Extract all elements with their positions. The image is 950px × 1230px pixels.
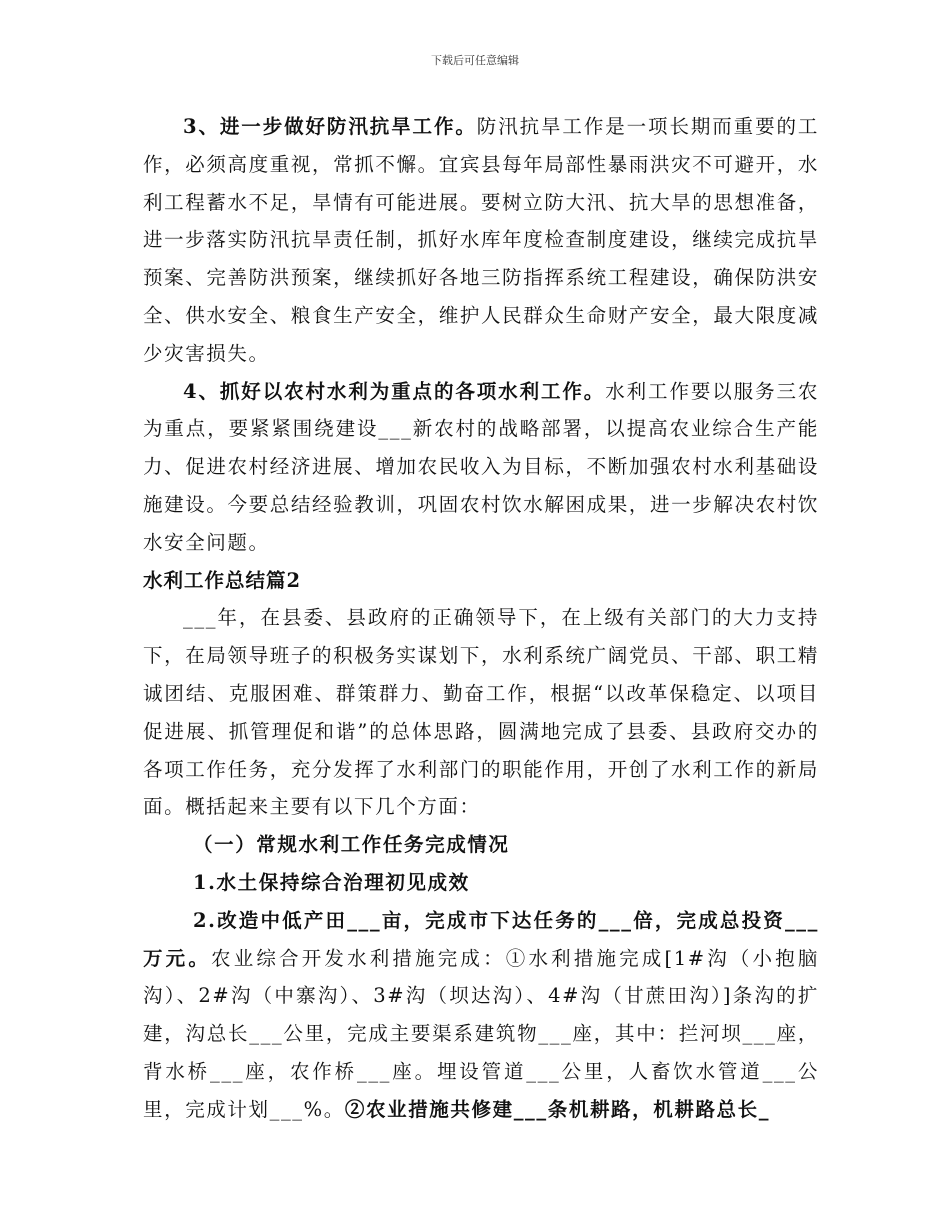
paragraph-lead: 2.改造中低产田___亩，完成市下达任务的___倍，完成总投资___万元。 xyxy=(143,908,819,970)
paragraph-text: 农业综合开发水利措施完成：①水利措施完成[1#沟（小抱脑沟）、2#沟（中寨沟）、3#沟（坝达沟）、4#沟（甘蔗田沟）]条沟的扩建，沟总长___公里，完成主要渠系建筑物___座，其中：拦河坝___座，背水桥___座，农作桥___座。埋设管道___公里，人畜饮水管道___公里，完成计划___%。 xyxy=(143,946,819,1121)
document-body xyxy=(143,108,819,1129)
page-header: 下载后可任意编辑 xyxy=(431,54,519,67)
paragraph-text: 水利工作要以服务三农为重点，要紧紧围绕建设___新农村的战略部署，以提高农业综合生产能力、促进农村经济进展、增加农民收入为目标，不断加强农村水利基础设施建设。今要总结经验教训，巩固农村饮水解困成果，进一步解决农村饮水安全问题。 xyxy=(143,379,819,554)
paragraph-lead: 4、抓好以农村水利为重点的各项水利工作。 xyxy=(183,379,606,403)
heading-regular-work: （一）常规水利工作任务完成情况 xyxy=(193,833,510,857)
paragraph-farmland-improvement xyxy=(143,902,819,1129)
paragraph-tail: ②农业措施共修建___条机耕路，机耕路总长_ xyxy=(344,1097,771,1121)
heading-soil-conservation: 1.水土保持综合治理初见成效 xyxy=(193,870,470,894)
paragraph-flood-control xyxy=(143,108,819,373)
paragraph-rural-water xyxy=(143,373,819,562)
paragraph-text: 防汛抗旱工作是一项长期而重要的工作，必须高度重视，常抓不懈。宜宾县每年局部性暴雨洪灾不可避开，水利工程蓄水不足，旱情有可能进展。要树立防大汛、抗大旱的思想准备，进一步落实防汛抗旱责任制，抓好水库年度检查制度建设，继续完成抗旱预案、完善防洪预案，继续抓好各地三防指挥系统工程建设，确保防洪安全、供水安全、粮食生产安全，维护人民群众生命财产安全，最大限度减少灾害损失。 xyxy=(143,115,819,365)
paragraph-lead: 3、进一步做好防汛抗旱工作。 xyxy=(183,115,477,138)
paragraph-summary-intro: ___年，在县委、县政府的正确领导下，在上级有关部门的大力支持下，在局领导班子的积极务实谋划下，水利系统广阔党员、干部、职工精诚团结、克服困难、群策群力、勤奋工作，根据“以改革保稳定、以项目促进展、抓管理促和谐”的总体思路，圆满地完成了县委、县政府交办的各项工作任务，充分发挥了水利部门的职能作用，开创了水利工作的新局面。概括起来主要有以下几个方面： xyxy=(143,606,819,819)
section-title: 水利工作总结篇2 xyxy=(143,568,302,592)
